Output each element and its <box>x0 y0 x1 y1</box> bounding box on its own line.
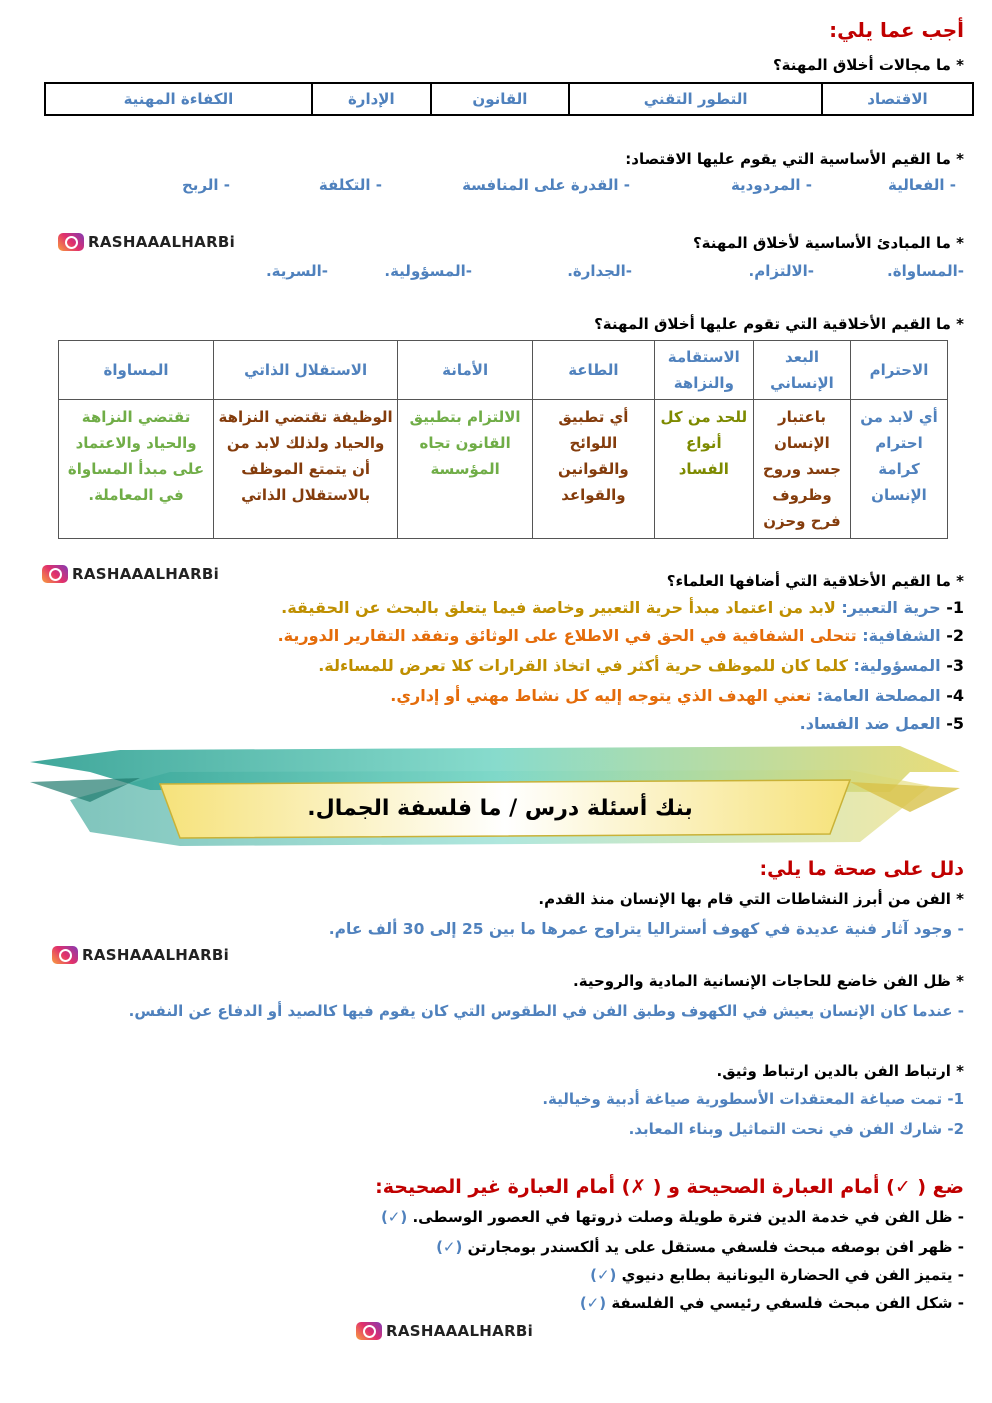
econ-value: - التكلفة <box>318 176 382 194</box>
banner-title: بنك أسئلة درس / ما فلسفة الجمال. <box>307 796 693 821</box>
instagram-icon <box>42 565 68 583</box>
instagram-watermark <box>58 233 235 251</box>
instagram-watermark <box>356 1322 533 1340</box>
table-cell: باعتبار الإنسان جسد وروح وظروف فرح وحزن <box>753 400 850 539</box>
domain-cell: الإدارة <box>312 83 431 115</box>
table-cell: تقتضي النزاهة والحياد والاعتماد على مبدأ المساواة في المعاملة. <box>59 400 214 539</box>
check-mark: (✓) <box>579 1294 607 1312</box>
question-principles: * ما المبادئ الأساسية لأخلاق المهنة؟ <box>692 234 964 252</box>
domain-cell: الاقتصاد <box>822 83 973 115</box>
watermark-text: RASHAAALHARBi <box>72 565 220 583</box>
econ-value: - الفعالية <box>888 176 956 194</box>
check-mark: (✓) <box>380 1208 408 1226</box>
section-heading: ضع ( ✓) أمام العبارة الصحيحة و ( ✗) أمام العبارة غير الصحيحة: <box>375 1176 964 1198</box>
table-cell: الوظيفة تقتضي النزاهة والحياد ولذلك لابد من أن يتمتع الموظف بالاستقلال الذاتي <box>214 400 398 539</box>
domains-table <box>44 82 974 116</box>
scholar-item: 2- الشفافية: تتحلى الشفافية في الحق في الاطلاع على الوثائق وتفقد التقارير الدورية. <box>277 626 964 645</box>
true-false-item: - شكل الفن مبحث فلسفي رئيسي في الفلسفة (✓) <box>579 1294 964 1312</box>
econ-value: - القدرة على المنافسة <box>462 176 630 194</box>
scholar-item: 3- المسؤولية: كلما كان للموظف حرية أكثر في اتخاذ القرارات كلا تعرض للمساءلة. <box>318 656 964 675</box>
true-false-item: - يتميز الفن في الحضارة اليونانية بطابع دنيوي (✓) <box>590 1266 964 1284</box>
check-mark: (✓) <box>590 1266 617 1284</box>
instagram-icon <box>58 233 84 251</box>
table-cell: للحد من كل أنواع الفساد <box>654 400 753 539</box>
table-header: الاستقلال الذاتي <box>214 341 398 400</box>
section-heading: دلل على صحة ما يلي: <box>759 858 964 880</box>
watermark-text: RASHAAALHARBi <box>88 233 236 251</box>
instagram-icon <box>52 946 78 964</box>
watermark-text: RASHAAALHARBi <box>386 1322 534 1340</box>
evidence: 2- شارك الفن في نحت التماثيل وبناء المعابد. <box>628 1120 964 1138</box>
table-header: البعد الإنساني <box>753 341 850 400</box>
domain-cell: القانون <box>431 83 570 115</box>
statement: * الفن من أبرز النشاطات التي قام بها الإنسان منذ القدم. <box>538 890 964 908</box>
principle: -الجدارة. <box>567 262 632 280</box>
question-scholars: * ما القيم الأخلاقية التي أضافها العلماء؟ <box>666 572 964 590</box>
watermark-text: RASHAAALHARBi <box>82 946 230 964</box>
instagram-icon <box>356 1322 382 1340</box>
question-econ-values: * ما القيم الأساسية التي يقوم عليها الاقتصاد: <box>625 150 964 168</box>
econ-value: - المردودية <box>730 176 812 194</box>
principle: -المساواة. <box>887 262 964 280</box>
table-cell: الالتزام بتطبيق القانون تجاه المؤسسة <box>398 400 533 539</box>
true-false-item: - ظهر افن بوصفه مبحث فلسفي مستقل على يد ألكسندر بومجارتن (✓) <box>436 1238 964 1256</box>
section-heading: أجب عما يلي: <box>829 18 964 42</box>
true-false-item: - ظل الفن في خدمة الدين فترة طويلة وصلت ذروتها في العصور الوسطى. (✓) <box>380 1208 964 1226</box>
table-header: الطاعة <box>533 341 655 400</box>
instagram-watermark <box>52 946 229 964</box>
question-ethical-values: * ما القيم الأخلاقية التي تقوم عليها أخلاق المهنة؟ <box>594 315 964 333</box>
principle: -الالتزام. <box>748 262 814 280</box>
scholar-item: 4- المصلحة العامة: تعني الهدف الذي يتوجه إليه كل نشاط مهني أو إداري. <box>390 686 964 705</box>
domain-cell: الكفاءة المهنية <box>45 83 312 115</box>
scholar-item: 5- العمل ضد الفساد. <box>799 714 964 733</box>
statement: * ظل الفن خاضع للحاجات الإنسانية المادية والروحية. <box>573 972 964 990</box>
principle: -المسؤولية. <box>384 262 472 280</box>
scholar-item: 1- حرية التعبير: لابد من اعتماد مبدأ حرية التعبير وخاصة فيما يتعلق بالبحث عن الحقيقة. <box>281 598 964 617</box>
table-cell: أي تطبيق اللوائح والقوانين والقواعد <box>533 400 655 539</box>
evidence: - عندما كان الإنسان يعيش في الكهوف وطبق الفن في الطقوس التي كان يقوم فيها كالصيد أو الدفاع عن النفس. <box>128 1002 964 1020</box>
evidence: - وجود آثار فنية عديدة في كهوف أستراليا يتراوح عمرها ما بين 25 إلى 30 ألف عام. <box>328 920 964 938</box>
domain-cell: التطور التقني <box>569 83 822 115</box>
table-header: المساواة <box>59 341 214 400</box>
question-domains: * ما مجالات أخلاق المهنة؟ <box>772 56 964 74</box>
table-header: الاحترام <box>850 341 947 400</box>
econ-value: - الربح <box>182 176 230 194</box>
table-header: الاستقامة والنزاهة <box>654 341 753 400</box>
principle: -السرية. <box>265 262 328 280</box>
evidence: 1- تمت صياغة المعتقدات الأسطورية صياغة أدبية وخيالية. <box>542 1090 964 1108</box>
table-cell: أي لابد من احترام كرامة الإنسان <box>850 400 947 539</box>
ethical-values-table <box>58 340 948 539</box>
table-header: الأمانة <box>398 341 533 400</box>
instagram-watermark <box>42 565 219 583</box>
check-mark: (✓) <box>436 1238 463 1256</box>
statement: * ارتباط الفن بالدين ارتباط وثيق. <box>716 1062 964 1080</box>
